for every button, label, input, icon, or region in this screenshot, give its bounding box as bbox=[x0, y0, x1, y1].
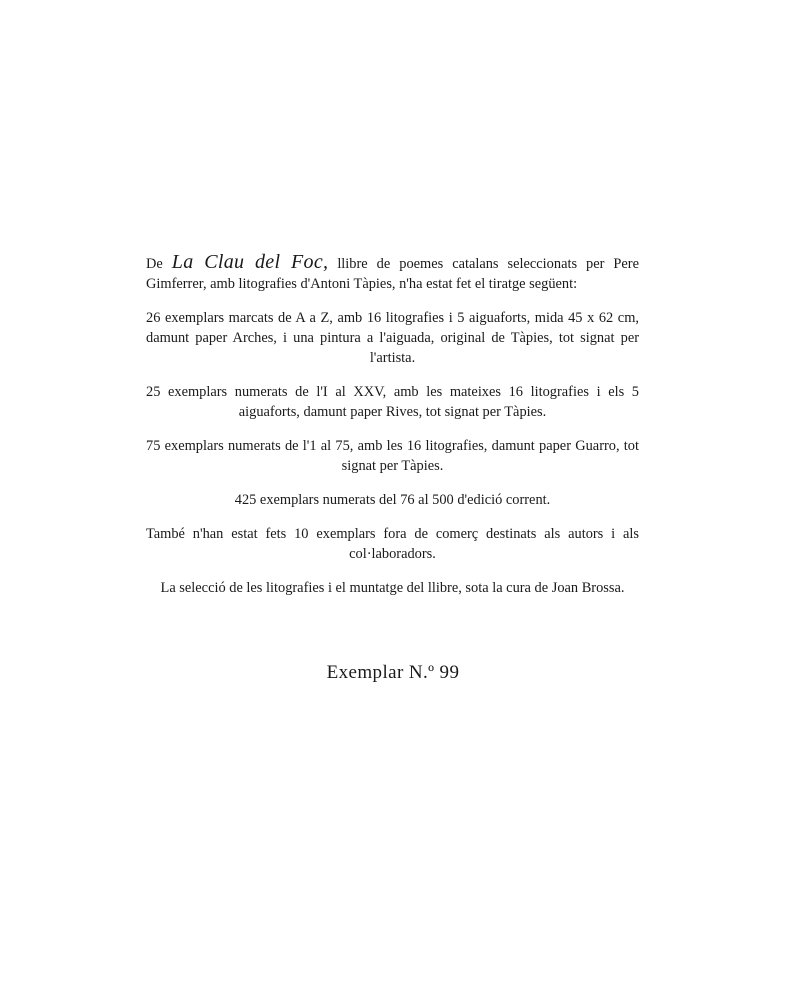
intro-paragraph bbox=[146, 252, 639, 294]
edition-paragraph-rives: 25 exemplars numerats de l'I al XXV, amb les mateixes 16 litografies i els 5 aiguaforts, damunt paper Rives, tot signat per Tàpies. bbox=[146, 384, 639, 420]
book-title: La Clau del Foc, bbox=[171, 251, 329, 273]
intro-rest: llibre de poemes catalans seleccionats per Pere Gimferrer, amb litografies d'Antoni Tàpies, n'ha estat fet el tiratge següent: bbox=[146, 256, 639, 292]
copy-number: Exemplar N.º 99 bbox=[326, 662, 460, 683]
credits-paragraph: La selecció de les litografies i el muntatge del llibre, sota la cura de Joan Brossa. bbox=[160, 580, 625, 596]
edition-paragraph-guarro: 75 exemplars numerats de l'1 al 75, amb les 16 litografies, damunt paper Guarro, tot signat per Tàpies. bbox=[146, 438, 639, 474]
edition-paragraph-arches: 26 exemplars marcats de A a Z, amb 16 litografies i 5 aiguaforts, mida 45 x 62 cm, damunt paper Arches, i una pintura a l'aiguada, original de Tàpies, tot signat per l'artista. bbox=[146, 310, 639, 366]
colophon-text bbox=[146, 252, 639, 612]
edition-paragraph-out-of-commerce: També n'han estat fets 10 exemplars fora de comerç destinats als autors i als col·laboradors. bbox=[146, 526, 639, 562]
intro-lead: De bbox=[146, 256, 163, 272]
edition-paragraph-current: 425 exemplars numerats del 76 al 500 d'edició corrent. bbox=[234, 492, 551, 508]
